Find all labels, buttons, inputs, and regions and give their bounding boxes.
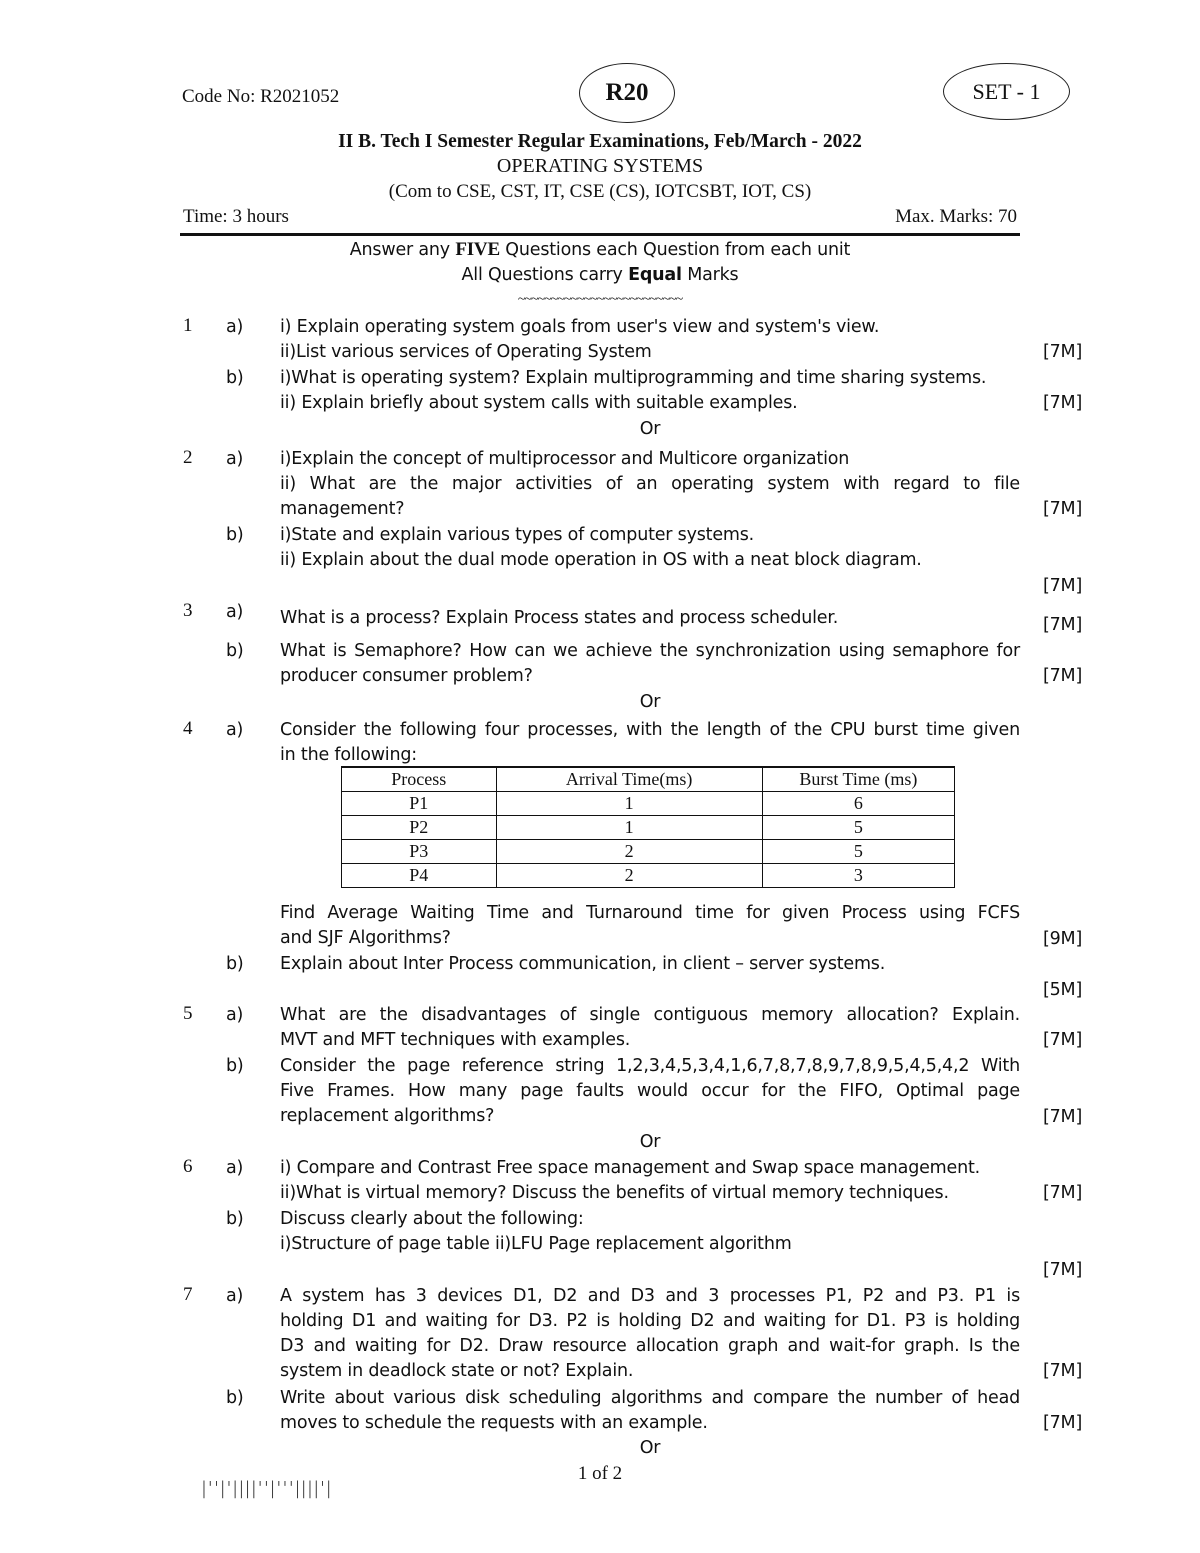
instruction-1-pre: Answer any [349, 240, 456, 260]
table-cell: P2 [342, 816, 497, 840]
question-text: in the following: [280, 745, 417, 765]
marks-label: [7M] [1043, 1183, 1083, 1203]
question-text: What is Semaphore? How can we achieve the synchronization using semaphore for [280, 641, 1020, 661]
part-label: b) [226, 1056, 244, 1076]
question-number: 4 [183, 718, 193, 739]
part-label: b) [226, 525, 244, 545]
question-number: 5 [183, 1003, 193, 1024]
process-table [341, 766, 955, 888]
table-cell: 3 [762, 864, 954, 888]
part-label: a) [226, 317, 244, 337]
part-label: a) [226, 449, 244, 469]
question-text: Five Frames. How many page faults would occur for the FIFO, Optimal page [280, 1081, 1020, 1101]
question-text: Find Average Waiting Time and Turnaround time for given Process using FCFS [280, 903, 1020, 923]
part-label: a) [226, 1005, 244, 1025]
question-text: ii) What are the major activities of an operating system with regard to file [280, 474, 1020, 494]
table-cell: 2 [496, 840, 762, 864]
instruction-2-bold: Equal [628, 265, 682, 285]
part-label: b) [226, 368, 244, 388]
marks-label: [7M] [1043, 1030, 1083, 1050]
part-label: b) [226, 641, 244, 661]
question-number: 7 [183, 1284, 193, 1305]
part-label: b) [226, 1209, 244, 1229]
marks-label: [7M] [1043, 1361, 1083, 1381]
regulation-badge [579, 63, 675, 123]
header-rule [180, 233, 1020, 236]
marks-label: [7M] [1043, 576, 1083, 596]
or-separator: Or [639, 1438, 661, 1458]
question-number: 3 [183, 600, 193, 621]
question-text: replacement algorithms? [280, 1106, 495, 1126]
part-label: a) [226, 602, 244, 622]
question-number: 1 [183, 315, 193, 336]
table-row [342, 840, 955, 864]
question-text: Consider the page reference string 1,2,3,4,5,3,4,1,6,7,8,7,8,9,7,8,9,5,4,5,4,2 With [280, 1056, 1020, 1076]
part-label: b) [226, 1388, 244, 1408]
question-text: ii) Explain briefly about system calls with suitable examples. [280, 393, 798, 413]
table-cell: 2 [496, 864, 762, 888]
marks-label: [5M] [1043, 980, 1083, 1000]
table-row [342, 864, 955, 888]
question-text: i)Explain the concept of multiprocessor and Multicore organization [280, 449, 850, 469]
instruction-line-1 [0, 239, 1200, 261]
marks-label: [7M] [1043, 499, 1083, 519]
marks-label: [7M] [1043, 615, 1083, 635]
marks-label: [7M] [1043, 1260, 1083, 1280]
table-header-row [342, 767, 955, 792]
instruction-1-bold: FIVE [455, 239, 500, 260]
question-text: Write about various disk scheduling algorithms and compare the number of head [280, 1388, 1020, 1408]
table-header-cell: Arrival Time(ms) [496, 767, 762, 792]
or-separator: Or [639, 419, 661, 439]
marks-label: [7M] [1043, 666, 1083, 686]
question-text: ii)List various services of Operating System [280, 342, 652, 362]
table-header-cell: Process [342, 767, 497, 792]
question-number: 6 [183, 1156, 193, 1177]
question-text: i)Structure of page table ii)LFU Page replacement algorithm [280, 1234, 792, 1254]
page-number: 1 of 2 [577, 1463, 623, 1484]
question-text: i) Compare and Contrast Free space management and Swap space management. [280, 1158, 981, 1178]
regulation-label: R20 [605, 79, 649, 106]
table-cell: 5 [762, 816, 954, 840]
or-separator: Or [639, 692, 661, 712]
question-text: i)State and explain various types of computer systems. [280, 525, 755, 545]
question-text: What are the disadvantages of single contiguous memory allocation? Explain. [280, 1005, 1020, 1025]
question-text: D3 and waiting for D2. Draw resource allocation graph and wait-for graph. Is the [280, 1336, 1020, 1356]
marks-label: [7M] [1043, 342, 1083, 362]
table-cell: 5 [762, 840, 954, 864]
question-text: ii) Explain about the dual mode operation in OS with a neat block diagram. [280, 550, 922, 570]
marks-label: [7M] [1043, 393, 1083, 413]
question-text: Consider the following four processes, with the length of the CPU burst time given [280, 720, 1020, 740]
part-label: b) [226, 954, 244, 974]
question-text: system in deadlock state or not? Explain. [280, 1361, 634, 1381]
table-header-cell: Burst Time (ms) [762, 767, 954, 792]
time-allowed: Time: 3 hours [183, 206, 289, 227]
question-text: A system has 3 devices D1, D2 and D3 and 3 processes P1, P2 and P3. P1 is [280, 1286, 1020, 1306]
barcode-code: |''|'||||''|'''||||'| [201, 1478, 332, 1499]
table-cell: P3 [342, 840, 497, 864]
part-label: a) [226, 1158, 244, 1178]
table-cell: 1 [496, 792, 762, 816]
question-text: i)What is operating system? Explain multiprogramming and time sharing systems. [280, 368, 987, 388]
table-cell: P4 [342, 864, 497, 888]
question-text: Discuss clearly about the following: [280, 1209, 584, 1229]
marks-label: [7M] [1043, 1413, 1083, 1433]
question-text: What is a process? Explain Process states and process scheduler. [280, 608, 839, 628]
code-number: Code No: R2021052 [182, 86, 340, 107]
part-label: a) [226, 1286, 244, 1306]
question-text: MVT and MFT techniques with examples. [280, 1030, 631, 1050]
exam-title: II B. Tech I Semester Regular Examinations, Feb/March - 2022 [338, 131, 862, 152]
question-text: producer consumer problem? [280, 666, 533, 686]
instruction-2-post: Marks [681, 265, 739, 285]
instruction-2-pre: All Questions carry [461, 265, 629, 285]
question-text: holding D1 and waiting for D3. P2 is holding D2 and waiting for D1. P3 is holding [280, 1311, 1020, 1331]
subject-title: OPERATING SYSTEMS [496, 155, 704, 177]
branches: (Com to CSE, CST, IT, CSE (CS), IOTCSBT, IOT, CS) [388, 181, 812, 202]
question-text: ii)What is virtual memory? Discuss the benefits of virtual memory techniques. [280, 1183, 949, 1203]
marks-label: [9M] [1043, 929, 1083, 949]
table-cell: 1 [496, 816, 762, 840]
set-label: SET - 1 [972, 78, 1041, 104]
marks-label: [7M] [1043, 1107, 1083, 1127]
table-cell: 6 [762, 792, 954, 816]
table-row [342, 792, 955, 816]
instruction-divider: ~~~~~~~~~~~~~~~~~~~~~~~~~ [517, 292, 683, 307]
or-separator: Or [639, 1132, 661, 1152]
question-text: and SJF Algorithms? [280, 928, 451, 948]
table-cell: P1 [342, 792, 497, 816]
instruction-line-2 [0, 264, 1200, 286]
question-number: 2 [183, 447, 193, 468]
question-text: i) Explain operating system goals from user's view and system's view. [280, 317, 880, 337]
question-text: moves to schedule the requests with an example. [280, 1413, 708, 1433]
question-text: management? [280, 499, 405, 519]
part-label: a) [226, 720, 244, 740]
table-row [342, 816, 955, 840]
set-badge [943, 63, 1070, 120]
max-marks: Max. Marks: 70 [895, 206, 1017, 227]
question-text: Explain about Inter Process communication, in client – server systems. [280, 954, 886, 974]
instruction-1-post: Questions each Question from each unit [499, 240, 851, 260]
